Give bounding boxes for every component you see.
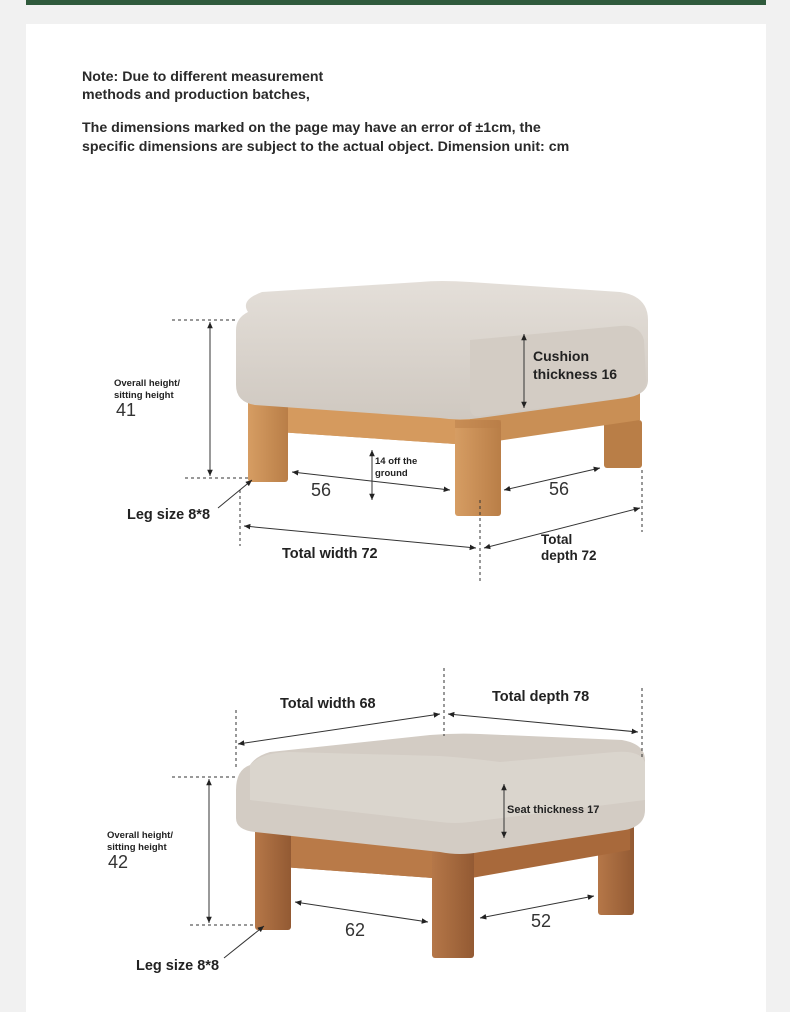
ground-clearance-label-1: 14 off the	[375, 456, 418, 467]
overall-height-label-1a: Overall height/	[114, 378, 180, 389]
overall-height-value-2: 42	[108, 852, 129, 872]
note-line-3: The dimensions marked on the page may have an error of ±1cm, the	[82, 120, 541, 136]
inner-width-value-2: 62	[345, 920, 366, 940]
overall-height-value-1: 41	[116, 400, 137, 420]
total-depth-label-2: Total depth 78	[492, 689, 590, 705]
total-width-label-1: Total width 72	[282, 546, 378, 562]
inner-depth-value-1: 56	[549, 479, 570, 499]
note-line-4: specific dimensions are subject to the actual object. Dimension unit: cm	[82, 139, 570, 155]
overall-height-label-1b: sitting height	[114, 390, 174, 401]
total-depth-label-1b: depth 72	[541, 548, 597, 563]
ottoman-2-drawing	[236, 734, 645, 958]
leg-size-label-2: Leg size 8*8	[136, 958, 220, 974]
note-line-2: methods and production batches,	[82, 87, 310, 103]
cushion-thickness-label-2: thickness 16	[533, 366, 618, 382]
total-width-label-2: Total width 68	[280, 696, 376, 712]
overall-height-label-2b: sitting height	[107, 842, 167, 853]
cushion-thickness-label-1: Cushion	[533, 348, 589, 364]
note-line-1: Note: Due to different measurement	[82, 69, 324, 85]
overall-height-label-2a: Overall height/	[107, 830, 173, 841]
ottoman-1-drawing	[236, 281, 648, 516]
total-depth-label-1a: Total	[541, 532, 573, 547]
inner-depth-value-2: 52	[531, 911, 552, 931]
ground-clearance-label-2: ground	[375, 468, 408, 479]
inner-width-value-1: 56	[311, 480, 332, 500]
seat-thickness-label-2: Seat thickness 17	[507, 804, 600, 816]
leg-size-label-1: Leg size 8*8	[127, 507, 211, 523]
